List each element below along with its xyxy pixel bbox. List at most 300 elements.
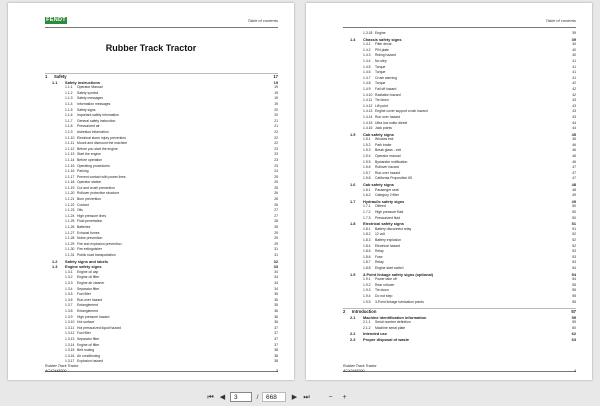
toc-entry-number: 1.8.4	[363, 243, 371, 248]
toc-entry-number: 1.1.30	[65, 247, 75, 252]
toc-entry-page: 46	[572, 159, 576, 164]
toc-entry-page: 55	[572, 288, 576, 293]
toc-entry-title: 3-Point linkage safety signs (optional)	[363, 271, 434, 277]
toc-entry-title: Engine safety signs	[65, 264, 102, 270]
toc-entry-title: Run over hazard	[375, 114, 401, 119]
toc-entry-page: 36	[274, 320, 278, 325]
toc-entry-title: Important safety information	[77, 113, 120, 118]
toc-entry-page: 40	[572, 42, 576, 47]
toc-entry-number: 1.1.23	[65, 208, 75, 213]
toc-entry-number: 1.1.18	[65, 180, 75, 185]
toc-entry-title: Mount and dismount the machine	[77, 141, 128, 146]
toc-entry-number: 1.5	[350, 131, 356, 137]
toc-entry-page: 35	[274, 297, 278, 302]
toc-entry-number: 1.3.3	[65, 280, 73, 285]
toc-entry-title: Information messages	[77, 101, 111, 106]
toc-entry-title: Noise prevention	[77, 236, 103, 241]
page-number-input[interactable]: 3	[230, 392, 252, 402]
toc-entry-title: Pressurized air	[77, 124, 100, 129]
toc-entry-number: 1.1.15	[65, 163, 75, 168]
toc-entry-number: 2.1.2	[363, 325, 371, 330]
zoom-in-icon[interactable]: +	[342, 394, 347, 401]
toc-entry-number: 1.1.12	[65, 146, 75, 151]
toc-entry-title: Machine identification information	[363, 314, 427, 320]
toc-entry-page: 54	[572, 265, 576, 270]
toc-entry-title: Operator station	[77, 180, 102, 185]
footer-left	[343, 364, 377, 373]
toc-entry-title: Oilfeed	[375, 204, 386, 209]
toc-entry-page: 53	[572, 254, 576, 259]
toc-entry-page: 29	[274, 236, 278, 241]
toc-entry-title: Bystander notification	[375, 159, 408, 164]
toc-entry-title: Tie down	[375, 288, 389, 293]
toc-entry-title: Fire extinguisher	[77, 247, 103, 252]
toc-entry-page: 40	[572, 53, 576, 58]
toc-entry-page: 20	[274, 113, 278, 118]
toc-entry-page: 55	[572, 293, 576, 298]
toc-entry-number: 1.3.8	[65, 308, 73, 313]
zoom-out-icon[interactable]: −	[328, 394, 333, 401]
toc-entry-title: Engine oil cap	[77, 269, 99, 274]
toc-entry-number: 2	[343, 309, 346, 315]
toc-entry-title: Safety messages	[77, 96, 104, 101]
toc-entry-page: 26	[274, 197, 278, 202]
toc-entry-number: 1.4	[350, 36, 356, 42]
toc-entry-number: 1.7.2	[363, 210, 371, 214]
toc-entry-title: Cab safety signs	[363, 182, 394, 188]
toc-entry-title: Oils	[77, 208, 83, 213]
toc-entry-title: 3-Point linkage lubrication points	[375, 299, 424, 304]
toc-entry-title: Machine serial plate	[375, 325, 406, 330]
toc-entry-number: 1.5.6	[363, 165, 371, 170]
toc-entry-title: Rollover protective structure	[77, 191, 120, 196]
toc-entry-number: 1.1.29	[65, 241, 75, 246]
toc-entry-page: 45	[571, 131, 576, 137]
toc-right	[343, 31, 576, 343]
toc-entry-number: 1.4.11	[363, 98, 373, 103]
toc-entry-title: Operator manual	[375, 154, 401, 159]
footer-page-number: 4	[574, 368, 576, 373]
toc-entry-title: Ultra low sulfur diesel	[375, 120, 408, 125]
toc-entry-title: Fuse	[375, 254, 383, 259]
toc-entry-title: Separator filter	[77, 286, 100, 291]
pdf-toolbar	[0, 385, 600, 406]
toc-entry-number: 1.1.26	[65, 225, 75, 230]
toc-entry-title: Filler decal	[375, 42, 392, 47]
toc-entry-page: 52	[572, 243, 576, 248]
toc-entry-page: 31	[274, 253, 278, 257]
toc-entry-title: High pressure fluid	[375, 210, 404, 214]
toc-entry-title: High pressure hazard	[77, 314, 110, 319]
toc-entry-number: 1.8.8	[363, 265, 371, 270]
toc-entry-title: Entanglement	[77, 303, 98, 308]
toc-entry-title: Coolant	[77, 202, 89, 207]
toc-entry-number: 1.8	[350, 221, 356, 227]
toc-entry-number: 1.9.1	[363, 277, 371, 282]
toc-entry-page: 34	[274, 286, 278, 291]
toc-entry-page: 35	[274, 292, 278, 297]
last-page-icon[interactable]: ⏭	[303, 394, 310, 401]
toc-entry-page: 25	[274, 185, 278, 190]
toc-entry-number: 1.8.6	[363, 254, 371, 259]
toc-entry-number: 1.5.8	[363, 176, 371, 181]
toc-entry-page: 19	[274, 90, 278, 95]
toc-entry-page: 37	[274, 342, 278, 347]
toc-entry-title: Hot pressurized liquid hazard	[77, 325, 121, 330]
toc-entry-page: 41	[572, 70, 576, 75]
toc-entry-number: 1.8.7	[363, 260, 371, 265]
footer-code: ACX2448200	[45, 368, 67, 373]
toc-entry-page: 37	[274, 331, 278, 336]
toc-entry-number: 1.1.17	[65, 174, 75, 179]
toc-entry-number: 1.9.3	[363, 288, 371, 293]
toc-entry-page: 32	[273, 258, 278, 264]
toc-entry-page: 27	[274, 208, 278, 213]
toc-entry-page: 54	[572, 277, 576, 282]
toc-entry-number: 1.3.14	[65, 342, 75, 347]
toc-entry-title: Before you start the engine	[77, 146, 118, 151]
toc-entry-title: Operating procedures	[77, 163, 110, 168]
toc-entry-number: 1.9.5	[363, 299, 371, 304]
toc-entry-title: Jack points	[375, 126, 392, 131]
toc-entry-title: Category 2 filter	[375, 193, 399, 198]
toc-entry-title: Batteries	[77, 225, 91, 230]
toc-entry-number: 1.3.13	[65, 336, 75, 341]
toc-entry-page: 49	[572, 193, 576, 198]
toc-entry-page: 23	[274, 152, 278, 157]
footer-title: Rubber Track Tractor	[343, 364, 377, 368]
toc-entry-number: 1.1.8	[65, 124, 73, 129]
toc-entry-number: 1.1.14	[65, 157, 75, 162]
toc-entry-number: 1.1.10	[65, 135, 75, 140]
toc-entry-number: 1.5.5	[363, 159, 371, 164]
toc-entry-number: 1.7.1	[363, 204, 371, 209]
toc-entry-title: Torque	[375, 70, 386, 75]
toc-entry-page: 21	[274, 124, 278, 129]
toc-entry-page: 25	[274, 180, 278, 185]
toc-entry-number: 1.3.1	[65, 269, 73, 274]
toc-entry-title: Separator filter	[77, 336, 100, 341]
toc-entry[interactable]	[343, 300, 576, 306]
total-pages: 668	[262, 392, 286, 402]
first-page-icon[interactable]: ⏮	[207, 394, 214, 401]
toc-entry-title: General safety instruction	[77, 118, 116, 123]
toc-entry-page: 37	[274, 336, 278, 341]
toc-entry-number: 1.4.2	[363, 47, 371, 52]
toc-entry-title: Fall off hazard	[375, 86, 397, 91]
toc-entry-title: Exhaust fumes	[77, 230, 100, 235]
toc-entry-number: 1.1.11	[65, 141, 75, 146]
toc-entry-number: 1.4.6	[363, 70, 371, 75]
page-right	[306, 3, 592, 380]
toc-entry-page: 38	[274, 353, 278, 358]
toc-entry-number: 2.1.1	[363, 320, 371, 325]
toc-entry-page: 42	[572, 92, 576, 97]
toc-entry-page: 20	[274, 107, 278, 112]
toc-entry-page: 28	[274, 219, 278, 224]
fendt-logo: FENDT	[46, 17, 66, 23]
toc-entry-title: Operator Manual	[77, 85, 103, 90]
toc-entry-title: Before operation	[77, 157, 103, 162]
toc-entry-page: 47	[572, 176, 576, 181]
toc-entry-title: Engine oil filter	[77, 275, 100, 280]
toc-entry-number: 1.3.16	[65, 353, 75, 358]
toc-entry-page: 38	[274, 359, 278, 364]
toc-entry-page: 29	[274, 241, 278, 246]
toc-entry-title: Belt routing	[77, 348, 95, 353]
toc-entry-title: Engine oil filter	[77, 342, 100, 347]
toc-entry-number: 1.3.15	[65, 348, 75, 353]
toc-entry-number: 1.8.2	[363, 232, 371, 237]
toc-entry-number: 1.4.7	[363, 75, 371, 80]
toc-entry-title: Relay	[375, 260, 384, 265]
toc-entry-number: 1.4.15	[363, 120, 373, 125]
toc-entry-title: Safety signs	[77, 107, 96, 112]
toc-entry-number: 1.1.9	[65, 129, 73, 134]
toc-entry-title: Window exit	[375, 137, 394, 142]
toc-entry-number: 1.5.7	[363, 170, 371, 175]
toc-entry-title: Explosion hazard	[77, 359, 104, 364]
toc-entry-page: 40	[572, 47, 576, 52]
header-rule	[343, 27, 576, 28]
toc-entry[interactable]	[343, 337, 576, 343]
toc-entry-page: 49	[571, 198, 576, 204]
toc-entry-page: 19	[274, 85, 278, 90]
toc-entry-title: Engine	[375, 31, 386, 35]
footer-title: Rubber Track Tractor	[45, 364, 79, 368]
toc-entry-number: 1.1.20	[65, 191, 75, 196]
toc-entry-page: 26	[274, 191, 278, 196]
toc-entry-number: 1.1.13	[65, 152, 75, 157]
toc-entry-number: 1.3.10	[65, 320, 75, 325]
toc-entry-page: 63	[571, 337, 576, 343]
toc-entry-number: 1.1.7	[65, 118, 73, 123]
toc-entry-number: 1.4.14	[363, 114, 373, 119]
footer-code: ACX2448200	[343, 368, 365, 373]
toc-entry-page: 39	[572, 31, 576, 35]
toc-entry-title: Passenger seat	[375, 187, 399, 192]
toc-entry-number: 1.4.1	[363, 42, 371, 47]
toc-entry-title: Cut and crush prevention	[77, 185, 115, 190]
toc-entry-number: 1.5.3	[363, 148, 371, 153]
toc-entry-page: 31	[274, 247, 278, 252]
toc-entry-page: 28	[274, 225, 278, 230]
toc-entry-number: 2.3	[350, 337, 356, 343]
header-label: Table of contents	[247, 18, 278, 23]
toc-entry-page: 52	[572, 237, 576, 242]
toc-entry-number: 1.5.4	[363, 154, 371, 159]
toc-entry-page: 22	[274, 135, 278, 140]
toc-entry-number: 1.3.9	[65, 314, 73, 319]
toc-entry-title: Fluid penetration	[77, 219, 103, 224]
toc-entry-number: 1.1.27	[65, 230, 75, 235]
toc-entry-number: 1.4.5	[363, 64, 371, 69]
toc-entry-number: 1	[45, 74, 48, 79]
toc-entry-title: Prevent contact with power lines	[77, 174, 126, 179]
toc-entry-title: Burn prevention	[77, 197, 101, 202]
toc-entry-page: 22	[274, 141, 278, 146]
toc-entry-page: 23	[274, 157, 278, 162]
toc-entry-number: 1.9.4	[363, 293, 371, 298]
toc-entry-number: 1.8.5	[363, 249, 371, 254]
page-left	[8, 3, 294, 380]
toc-entry-page: 29	[274, 230, 278, 235]
next-page-icon[interactable]: ▶	[291, 394, 298, 401]
toc-entry-title: No step	[375, 58, 387, 63]
toc-entry-title: Crush warning	[375, 75, 397, 80]
toc-entry-page: 48	[571, 182, 576, 188]
toc-entry-page: 35	[274, 303, 278, 308]
toc-entry[interactable]	[45, 73, 278, 80]
toc-entry[interactable]	[343, 308, 576, 315]
toc-entry-number: 1.4.16	[363, 126, 373, 131]
toc-entry-title: Parking	[77, 169, 89, 174]
toc-entry-number: 1.3.11	[65, 325, 75, 330]
toc-entry-number: 1.2	[52, 258, 58, 264]
toc-entry[interactable]	[45, 359, 278, 365]
toc-entry-number: 1.5.1	[363, 137, 371, 142]
toc-entry-title: Engine air cleaner	[77, 280, 105, 285]
toc-entry-page: 21	[274, 118, 278, 123]
toc-entry-title: Safety signs and labels	[65, 258, 109, 264]
toc-entry-number: 1.8.1	[363, 226, 371, 231]
toc-entry-page: 46	[572, 142, 576, 147]
toc-entry-page: 33	[273, 264, 278, 270]
toc-entry-title: Public road transportation	[77, 253, 116, 257]
toc-entry-number: 1.6.1	[363, 187, 371, 192]
toc-entry-page: 55	[572, 282, 576, 287]
toc-entry-number: 1.3	[52, 264, 58, 270]
toc-entry-title: Run-over hazard	[77, 297, 103, 302]
toc-entry-page: 55	[572, 299, 576, 304]
toc-entry-number: 1.6.2	[363, 193, 371, 198]
toc-entry-number: 1.4.4	[363, 58, 371, 63]
toc-entry-title: Torque	[375, 64, 386, 69]
toc-entry-page: 19	[274, 96, 278, 101]
toc-entry-title: Battery disconnect relay	[375, 226, 412, 231]
toc-entry-title: Chassis safety signs	[363, 36, 402, 42]
toc-entry-number: 1.1.19	[65, 185, 75, 190]
toc-entry-page: 46	[572, 154, 576, 159]
toc-entry-number: 1.3.2	[65, 275, 73, 280]
toc-entry-number: 1.3.17	[65, 359, 75, 364]
toc-entry-number: 1.3.7	[65, 303, 73, 308]
toc-entry-title: Torque	[375, 81, 386, 86]
toc-entry-page: 47	[572, 170, 576, 175]
toc-entry-page: 37	[274, 325, 278, 330]
toc-entry-number: 2.1	[350, 314, 356, 320]
toc-entry-title: PIN plate	[375, 47, 389, 52]
toc-entry-page: 42	[572, 86, 576, 91]
toc-entry-title: Lift point	[375, 103, 388, 108]
toc-entry-page: 36	[274, 314, 278, 319]
toc-entry-number: 1.1.3	[65, 96, 73, 101]
toc-entry-title: Park brake	[375, 142, 392, 147]
toc-entry-page: 42	[572, 81, 576, 86]
toc-entry-title: Entanglement	[77, 308, 98, 313]
document-title: Rubber Track Tractor	[105, 43, 197, 53]
toc-entry-page: 34	[274, 269, 278, 274]
toc-entry-title: Break glass - exit	[375, 148, 402, 153]
toc-entry-title: Do not step	[375, 293, 393, 298]
toc-entry-number: 1.4.10	[363, 92, 373, 97]
toc-entry-page: 38	[274, 348, 278, 353]
toc-entry-title: Safety	[54, 74, 67, 79]
toc-entry-page: 43	[572, 109, 576, 114]
toc-entry-number: 1.1.16	[65, 169, 75, 174]
toc-entry-number: 1.8.3	[363, 237, 371, 242]
toc-entry-number: 1.1.22	[65, 202, 75, 207]
toc-entry-title: Fuel filter	[77, 331, 91, 336]
toc-entry-title: Start the engine	[77, 152, 101, 157]
toc-entry-title: High pressure lines	[77, 213, 107, 218]
toc-entry-number: 1.1.21	[65, 197, 75, 202]
toc-entry-page: 47	[572, 165, 576, 170]
toc-entry-number: 1.1.25	[65, 219, 75, 224]
toc-entry-number: 1.1.31	[65, 253, 75, 257]
toc-entry-page: 43	[572, 98, 576, 103]
page-separator: /	[256, 394, 259, 401]
toc-entry-page: 51	[572, 226, 576, 231]
header-rule	[45, 27, 278, 28]
toc-entry-number: 1.1.6	[65, 113, 73, 118]
toc-entry-page: 25	[274, 174, 278, 179]
toc-entry-title: 12 volt	[375, 232, 385, 237]
toc-entry-title: Hot surface	[77, 320, 95, 325]
toc-entry-page: 43	[572, 114, 576, 119]
toc-entry-number: 1.3.6	[65, 297, 73, 302]
toc-entry-number: 1.4.8	[363, 81, 371, 86]
toc-entry-page: 23	[274, 146, 278, 151]
toc-entry-number: 1.7.3	[363, 215, 371, 220]
toc-entry-title: Rear rollover	[375, 282, 395, 287]
toc-entry-page: 57	[571, 309, 576, 315]
toc-entry-number: 1.4.12	[363, 103, 373, 108]
toc-entry-number: 1.1.4	[65, 101, 73, 106]
toc-entry-page: 50	[572, 204, 576, 209]
toc-entry-page: 43	[572, 103, 576, 108]
toc-entry-page: 36	[274, 308, 278, 313]
toc-entry-number: 1.1.2	[65, 90, 73, 95]
toc-entry-page: 34	[274, 275, 278, 280]
toc-entry-page: 24	[274, 169, 278, 174]
toc-entry-page: 41	[572, 75, 576, 80]
toc-entry-number: 1.4.13	[363, 109, 373, 114]
toc-entry-number: 1.6	[350, 182, 356, 188]
toc-entry-title: Electrical storm injury prevention	[77, 135, 126, 140]
prev-page-icon[interactable]: ◀	[219, 394, 226, 401]
toc-entry-number: 1.1.28	[65, 236, 75, 241]
toc-entry-page: 48	[572, 187, 576, 192]
toc-entry-page: 19	[273, 79, 278, 85]
toc-entry-title: Serial number definition	[375, 320, 411, 325]
toc-entry-page: 50	[572, 215, 576, 220]
toc-entry-title: Safety instructions	[65, 79, 101, 85]
toc-entry-page: 27	[274, 213, 278, 218]
toc-entry-title: Radiation hazard	[375, 92, 401, 97]
toc-entry-page: 17	[273, 74, 278, 79]
toc-entry-number: 1.5.2	[363, 142, 371, 147]
toc-entry-title: Electrical hazard	[375, 243, 401, 248]
toc-entry-title: Introduction	[352, 309, 377, 315]
toc-entry-title: Tie down	[375, 98, 389, 103]
toc-entry-number: 1.1.24	[65, 213, 75, 218]
toc-entry-title: Fire and explosion prevention	[77, 241, 122, 246]
toc-entry-number: 1.4.3	[363, 53, 371, 58]
toc-left	[45, 73, 278, 365]
toc-entry-title: Fuel filter	[77, 292, 91, 297]
toc-entry-page: 59	[572, 320, 576, 325]
